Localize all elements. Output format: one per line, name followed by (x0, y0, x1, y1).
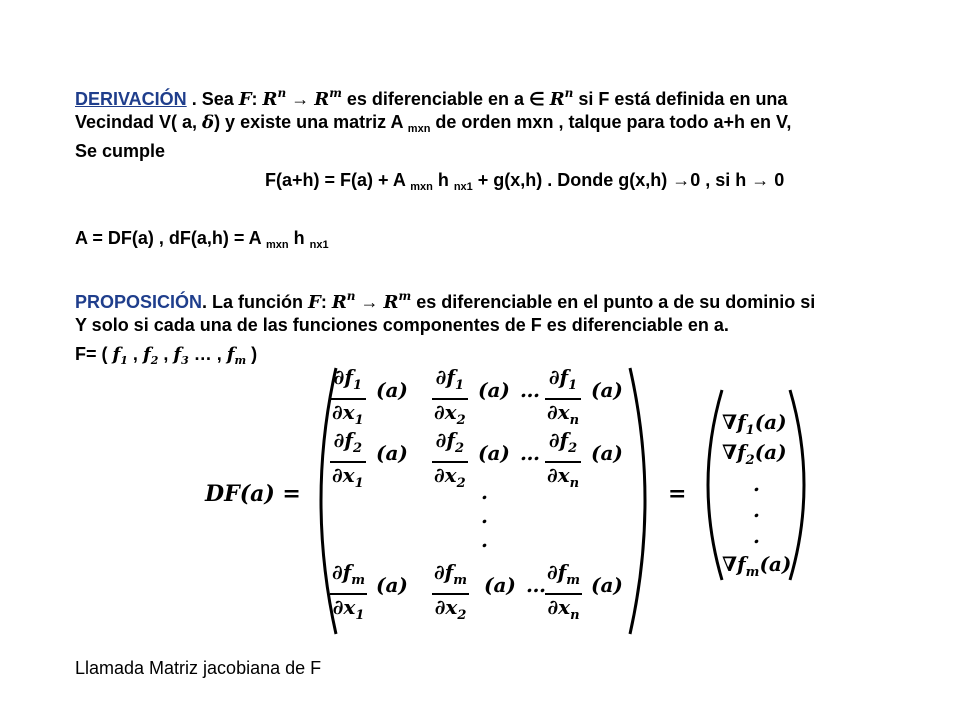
definition-text-2: es diferenciable en a (341, 89, 529, 109)
line5-text-2: h (288, 228, 310, 248)
left-paren-2 (708, 390, 722, 580)
sub-mxn-3: mxn (266, 239, 289, 251)
partial-numerator: $\partial f_m$ (330, 560, 367, 595)
f3-symbol: f (173, 344, 182, 365)
sub-mxn-2: mxn (410, 181, 433, 193)
comma-1: , (127, 344, 143, 364)
right-paren-2 (790, 390, 804, 580)
equation-text-2: h (432, 170, 454, 190)
definition-line-3: Se cumple (75, 141, 166, 161)
gradient-index: 1 (745, 423, 755, 438)
denominator-index: n (570, 608, 580, 623)
fm-index: m (234, 354, 247, 367)
denominator-index: n (569, 476, 580, 491)
colon: : (251, 89, 263, 109)
denominator-index: 1 (355, 608, 365, 623)
delta-symbol: δ (202, 112, 215, 133)
denominator-index: 1 (354, 413, 364, 428)
arrow-2: → (355, 292, 384, 312)
vertical-dot: . (481, 528, 488, 552)
argument-a: (a) (591, 441, 623, 465)
partial-derivative (330, 365, 366, 433)
argument-a: (a) (478, 378, 510, 402)
horizontal-dots: … (520, 378, 540, 402)
partial-numerator: $\partial f_m$ (432, 560, 469, 595)
partial-denominator: $\partial x_2$ (434, 595, 467, 623)
partial-numerator: $\partial f_2$ (330, 428, 366, 463)
r-symbol: R (262, 89, 278, 110)
line5-text-1: A = DF(a) , dF(a,h) = A (75, 228, 267, 248)
proposition-text-2: es diferenciable en el punto a de su dominio si (411, 292, 816, 312)
partial-derivative (545, 560, 582, 628)
denominator-index: 2 (456, 413, 466, 428)
gradient-entry: $\nabla f_m(a)$ (722, 552, 792, 580)
partial-denominator: $\partial x_n$ (547, 595, 580, 623)
f2-symbol: f (142, 344, 151, 365)
argument-a: (a) (591, 378, 623, 402)
f-symbol-2: F (308, 292, 321, 313)
numerator-index: 1 (568, 378, 578, 393)
partial-denominator: $\partial x_1$ (332, 463, 364, 491)
equation-text-1: F(a+h) = F(a) + A (265, 170, 411, 190)
colon-2: : (320, 292, 332, 312)
argument-a: (a) (484, 573, 516, 597)
definition-text-6: de orden mxn , talque para todo a+h en V, (430, 112, 792, 132)
gradient-vertical-dot: . (753, 498, 760, 522)
partial-numerator: $\partial f_1$ (432, 365, 468, 400)
right-paren-1 (630, 368, 645, 634)
denominator-index: 1 (354, 476, 364, 491)
argument-a: (a) (478, 441, 510, 465)
partial-derivative (545, 365, 581, 433)
exp-m: m (329, 86, 342, 100)
definition-text-3: si F está definida en una (573, 89, 788, 109)
definition-text-4: Vecindad V( a, (75, 112, 203, 132)
numerator-index: 2 (568, 441, 578, 456)
numerator-index: m (453, 573, 468, 588)
fm-symbol: f (226, 344, 235, 365)
denominator-index: 2 (456, 476, 466, 491)
f1-index: 1 (120, 354, 128, 367)
proposition-line-2: Y solo si cada una de las funciones componentes de F es diferenciable en a. (75, 315, 729, 335)
proposition-text-1: . La función (202, 292, 309, 312)
exp-n-3: n (346, 289, 356, 303)
argument-a: (a) (376, 573, 408, 597)
r-symbol-4: R (331, 292, 347, 313)
numerator-index: 1 (352, 378, 362, 393)
footer-caption: Llamada Matriz jacobiana de F (75, 658, 322, 678)
exp-n-2: n (564, 86, 574, 100)
f-symbol: F (238, 89, 252, 110)
sub-mxn: mxn (407, 123, 431, 135)
numerator-index: 2 (352, 441, 362, 456)
partial-denominator: $\partial x_n$ (547, 400, 580, 428)
exp-n: n (277, 86, 287, 100)
vertical-dot: . (481, 504, 488, 528)
partial-derivative (545, 428, 581, 496)
partial-denominator: $\partial x_n$ (547, 463, 580, 491)
definition-text-1: . Sea (186, 89, 239, 109)
gradient-index: m (745, 565, 760, 580)
argument-a: (a) (376, 378, 408, 402)
numerator-index: 2 (454, 441, 464, 456)
r-symbol-2: R (314, 89, 330, 110)
definition-text-5: ) y existe una matriz A (214, 112, 408, 132)
numerator-index: m (351, 573, 366, 588)
horizontal-dots: … (520, 441, 540, 465)
comma-2: , (158, 344, 174, 364)
sub-nx1-2: nx1 (309, 239, 329, 251)
partial-denominator: $\partial x_2$ (434, 463, 466, 491)
partial-numerator: $\partial f_1$ (545, 365, 581, 400)
ellipsis: … , (188, 344, 227, 364)
partial-denominator: $\partial x_1$ (332, 595, 365, 623)
partial-derivative (330, 428, 366, 496)
f3-index: 3 (181, 354, 189, 367)
sub-nx1: nx1 (453, 181, 473, 193)
arrow: → (286, 89, 315, 109)
partial-numerator: $\partial f_1$ (330, 365, 366, 400)
numerator-index: m (566, 573, 581, 588)
gradient-index: 2 (745, 453, 755, 468)
proposition-title: PROPOSICIÓN (75, 292, 203, 312)
exp-m-2: m (398, 289, 412, 303)
partial-derivative (330, 560, 367, 628)
f-equals: F= (75, 344, 97, 364)
gradient-entry: $\nabla f_2(a)$ (722, 440, 787, 468)
argument-a: (a) (591, 573, 623, 597)
numerator-index: 1 (454, 378, 464, 393)
close-paren: ) (246, 344, 258, 364)
argument-a: (a) (376, 441, 408, 465)
denominator-index: n (569, 413, 580, 428)
partial-denominator: $\partial x_2$ (434, 400, 466, 428)
open-paren: ( (96, 344, 113, 364)
horizontal-dots: … (526, 573, 546, 597)
denominator-index: 2 (457, 608, 467, 623)
partial-numerator: $\partial f_2$ (432, 428, 468, 463)
equals-sign: = (668, 481, 687, 507)
partial-numerator: $\partial f_2$ (545, 428, 581, 463)
partial-denominator: $\partial x_1$ (332, 400, 364, 428)
gradient-vertical-dot: . (753, 524, 760, 548)
f1-symbol: f (112, 344, 121, 365)
partial-derivative (432, 365, 468, 433)
equation-text-3: + g(x,h) . Donde g(x,h) →0 , si h → 0 (472, 170, 785, 190)
vertical-dot: . (481, 480, 488, 504)
partial-derivative (432, 428, 468, 496)
gradient-entry: $\nabla f_1(a)$ (722, 410, 787, 438)
f2-index: 2 (150, 354, 159, 367)
r-symbol-3: R (549, 89, 565, 110)
element-of-symbol: ∈ (528, 89, 545, 109)
df-label: DF(a) = (205, 481, 301, 507)
partial-derivative (432, 560, 469, 628)
definition-title: DERIVACIÓN (75, 89, 187, 109)
gradient-vertical-dot: . (753, 472, 760, 496)
partial-numerator: $\partial f_m$ (545, 560, 582, 595)
r-symbol-5: R (383, 292, 399, 313)
